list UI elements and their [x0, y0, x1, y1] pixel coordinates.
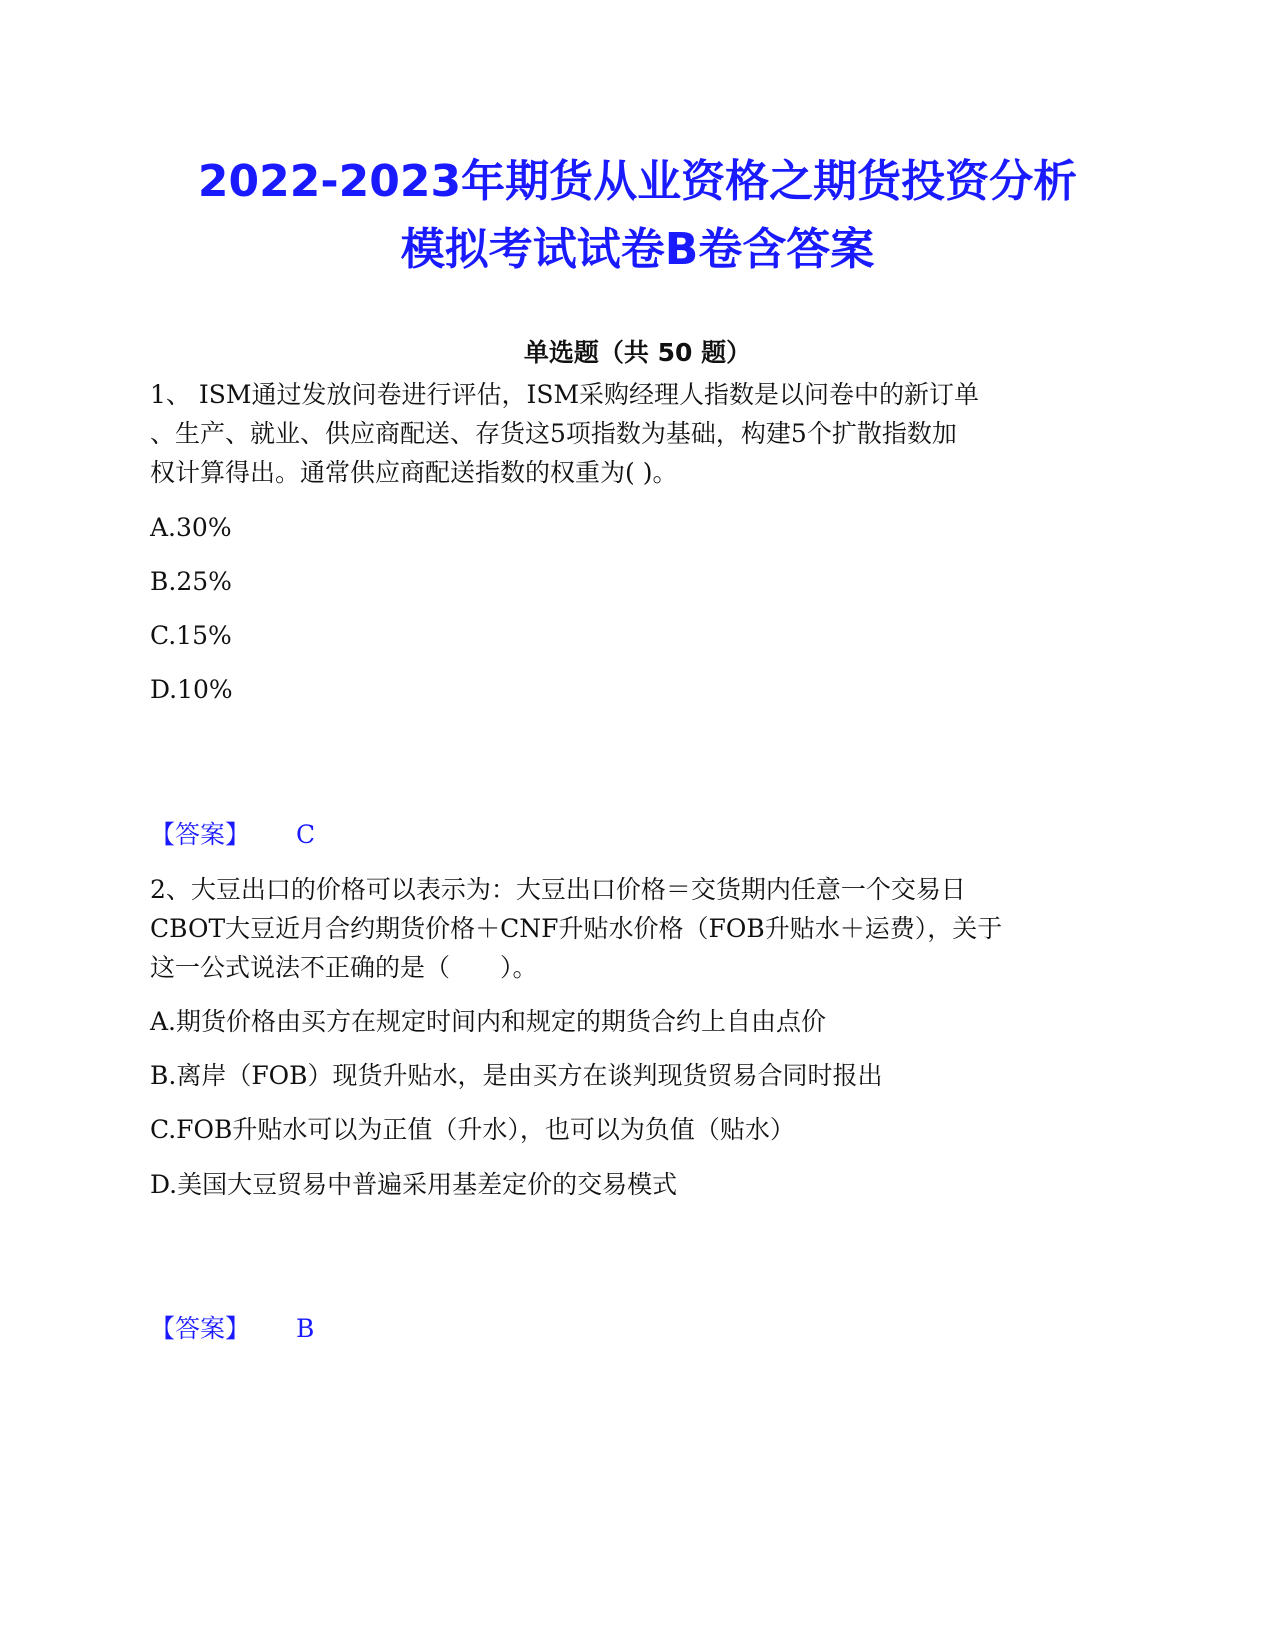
question-2-stem-line-2: CBOT大豆近月合约期货价格＋CNF升贴水价格（FOB升贴水＋运费），关于 — [150, 914, 1003, 943]
question-2-answer — [150, 1316, 314, 1341]
section-heading: 单选题（共 50 题） — [523, 338, 752, 367]
document-title-line-1: 2022-2023年期货从业资格之期货投资分析 — [197, 156, 1078, 207]
answer-value: C — [296, 820, 316, 849]
question-1-option-c: C.15% — [150, 621, 232, 650]
question-1-option-d: D.10% — [150, 675, 233, 704]
question-1-stem-line-2: 、生产、就业、供应商配送、存货这5项指数为基础，构建5个扩散指数加 — [150, 419, 957, 448]
question-2-stem-line-1: 2、大豆出口的价格可以表示为：大豆出口价格＝交货期内任意一个交易日 — [150, 875, 966, 904]
question-1-option-b: B.25% — [150, 567, 232, 596]
question-1-answer — [150, 822, 315, 847]
answer-label: 【答案】 — [150, 820, 251, 849]
question-2-option-c: C.FOB升贴水可以为正值（升水），也可以为负值（贴水） — [150, 1115, 795, 1144]
question-2-stem-line-3: 这一公式说法不正确的是（ ）。 — [150, 953, 538, 982]
answer-label: 【答案】 — [150, 1314, 251, 1343]
document-title-line-2: 模拟考试试卷B卷含答案 — [400, 224, 875, 275]
answer-value: B — [296, 1314, 315, 1343]
question-2-option-a: A.期货价格由买方在规定时间内和规定的期货合约上自由点价 — [150, 1007, 827, 1036]
question-2-option-b: B.离岸（FOB）现货升贴水，是由买方在谈判现货贸易合同时报出 — [150, 1061, 883, 1090]
question-1-stem-line-3: 权计算得出。通常供应商配送指数的权重为( )。 — [150, 458, 678, 487]
question-1-stem-line-1: 1、 ISM通过发放问卷进行评估，ISM采购经理人指数是以问卷中的新订单 — [150, 380, 980, 409]
question-1-option-a: A.30% — [150, 513, 232, 542]
question-2-option-d: D.美国大豆贸易中普遍采用基差定价的交易模式 — [150, 1170, 678, 1199]
